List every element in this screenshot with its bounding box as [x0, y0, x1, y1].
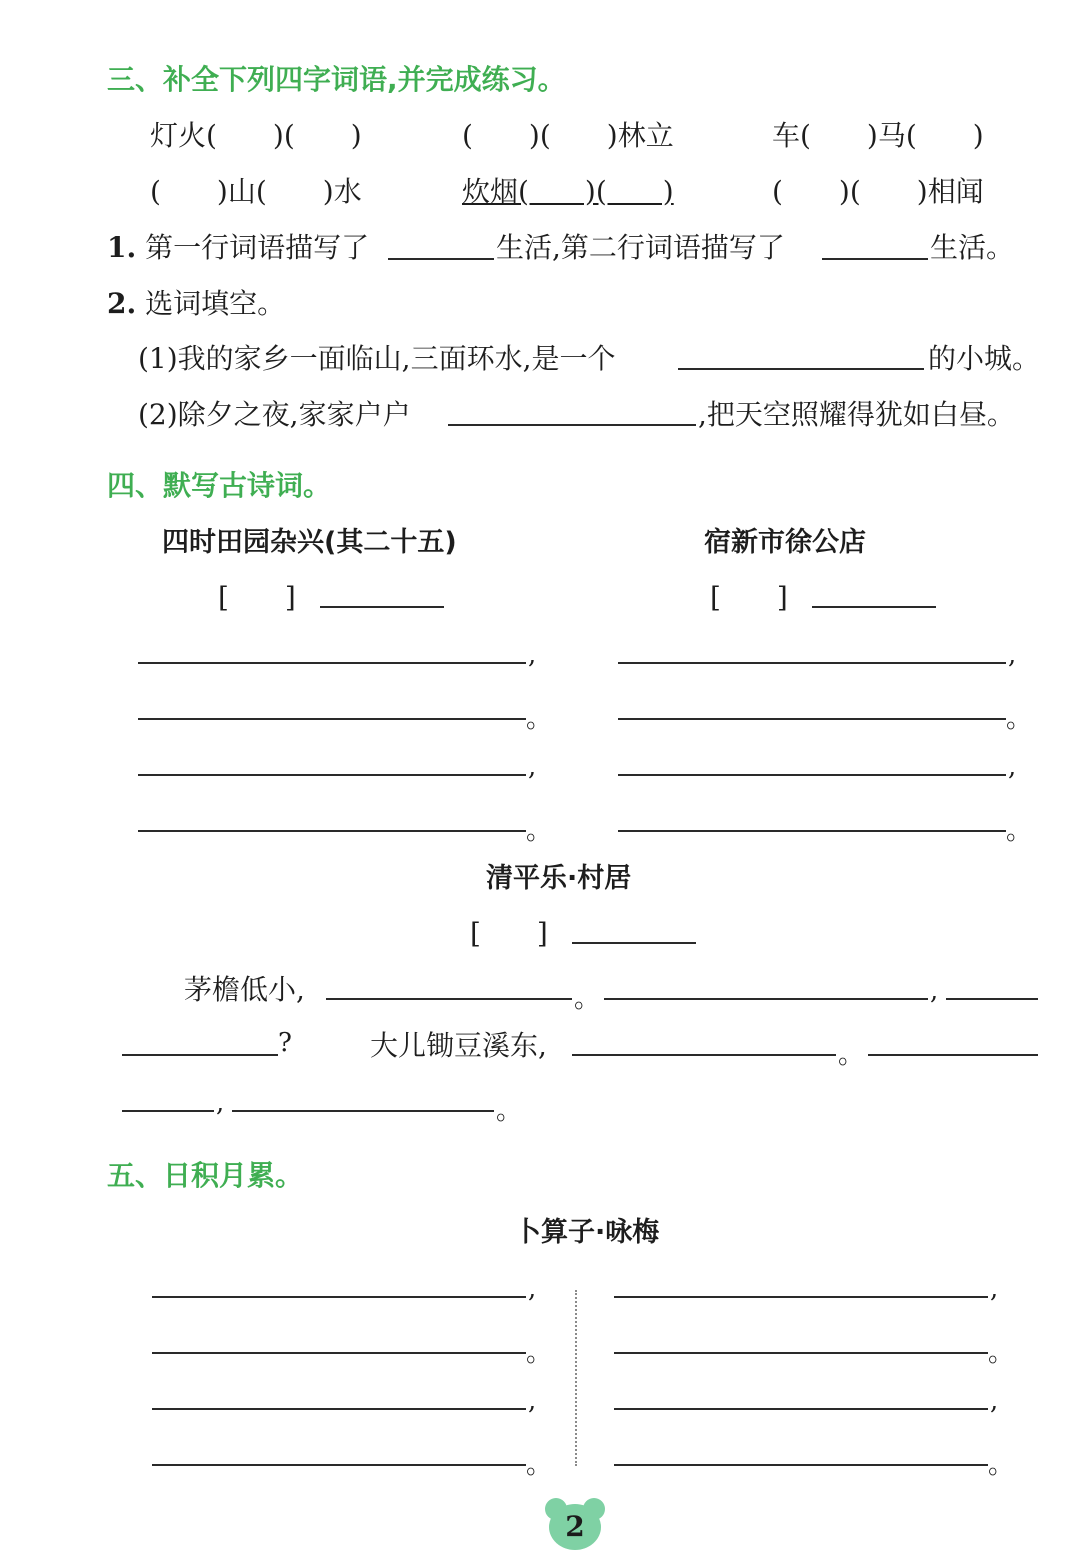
comma: , — [990, 1274, 999, 1304]
period: 。 — [526, 816, 553, 846]
period: 。 — [526, 1338, 553, 1368]
comma: , — [528, 640, 537, 670]
poem-1-title: 四时田园杂兴(其二十五) — [162, 527, 457, 558]
poem-line-blank[interactable] — [138, 718, 526, 720]
poem-line-blank[interactable] — [614, 1296, 988, 1298]
answer-blank[interactable] — [448, 424, 696, 426]
author-blank[interactable] — [812, 606, 936, 608]
poem-line-blank[interactable] — [868, 1054, 1038, 1056]
period: 。 — [988, 1450, 1015, 1480]
poem-line-blank[interactable] — [618, 774, 1006, 776]
poem-3-line-a: 茅檐低小, — [184, 973, 305, 1006]
dynasty-bracket: [ ] — [470, 917, 548, 950]
question-1-text-b: 生活,第二行词语描写了 — [496, 231, 785, 264]
comma: , — [990, 1386, 999, 1416]
author-blank[interactable] — [572, 942, 696, 944]
comma: , — [216, 1088, 225, 1118]
poem-line-blank[interactable] — [614, 1352, 988, 1354]
question-2-2-end: ,把天空照耀得犹如白昼。 — [698, 398, 1015, 431]
period: 。 — [838, 1040, 865, 1070]
period: 。 — [526, 1450, 553, 1480]
dynasty-bracket: [ ] — [710, 581, 788, 614]
idiom-1: 灯火( )( ) — [150, 119, 362, 152]
answer-blank[interactable] — [822, 258, 928, 260]
poem-line-blank[interactable] — [138, 774, 526, 776]
poem-line-blank[interactable] — [152, 1408, 526, 1410]
poem-line-blank[interactable] — [122, 1054, 278, 1056]
question-2-text: 选词填空。 — [145, 287, 286, 320]
poem-line-blank[interactable] — [138, 662, 526, 664]
idiom-2: ( )( )林立 — [462, 119, 674, 152]
poem-line-blank[interactable] — [946, 998, 1038, 1000]
poem-line-blank[interactable] — [152, 1352, 526, 1354]
idiom-5: 炊烟( )( ) — [462, 175, 674, 208]
period: 。 — [1006, 816, 1033, 846]
question-2-1-text: (1)我的家乡一面临山,三面环水,是一个 — [138, 342, 616, 375]
question-2-2-text: (2)除夕之夜,家家户户 — [138, 398, 411, 431]
period: 。 — [1006, 704, 1033, 734]
comma: , — [930, 976, 939, 1006]
question-1-number: 1. — [107, 231, 137, 264]
poem-line-blank[interactable] — [122, 1110, 214, 1112]
idiom-3: 车( )马( ) — [772, 119, 984, 152]
section-3-title: 三、补全下列四字词语,并完成练习。 — [107, 63, 566, 96]
comma: , — [1008, 640, 1017, 670]
period: 。 — [574, 984, 601, 1014]
question-1 — [107, 226, 369, 266]
poem-line-blank[interactable] — [152, 1464, 526, 1466]
section-5-title: 五、日积月累。 — [107, 1159, 304, 1192]
poem-line-blank[interactable] — [618, 830, 1006, 832]
poem-line-blank[interactable] — [572, 1054, 836, 1056]
comma: , — [528, 752, 537, 782]
period: 。 — [496, 1096, 523, 1126]
comma: , — [1008, 752, 1017, 782]
section-4-title: 四、默写古诗词。 — [107, 469, 332, 502]
poem-line-blank[interactable] — [152, 1296, 526, 1298]
idiom-4: ( )山( )水 — [150, 175, 362, 208]
question-mark: ? — [278, 1028, 292, 1058]
question-1-text-c: 生活。 — [930, 231, 1015, 264]
poem-3-line-b: 大儿锄豆溪东, — [370, 1029, 547, 1062]
answer-blank[interactable] — [388, 258, 494, 260]
comma: , — [528, 1274, 537, 1304]
poem-line-blank[interactable] — [232, 1110, 494, 1112]
poem-2-title: 宿新市徐公店 — [704, 527, 866, 558]
comma: , — [528, 1386, 537, 1416]
period: 。 — [988, 1338, 1015, 1368]
poem-3-title: 清平乐·村居 — [486, 863, 632, 894]
question-2-1-end: 的小城。 — [928, 342, 1041, 375]
poem-line-blank[interactable] — [614, 1408, 988, 1410]
question-2 — [107, 282, 285, 322]
poem-line-blank[interactable] — [614, 1464, 988, 1466]
period: 。 — [526, 704, 553, 734]
page-number-badge — [545, 1498, 605, 1552]
poem-line-blank[interactable] — [326, 998, 572, 1000]
author-blank[interactable] — [320, 606, 444, 608]
poem-4-title: 卜算子·咏梅 — [514, 1217, 660, 1248]
idiom-6: ( )( )相闻 — [772, 175, 984, 208]
answer-blank[interactable] — [678, 368, 924, 370]
dynasty-bracket: [ ] — [218, 581, 296, 614]
page-number: 2 — [565, 1510, 585, 1543]
question-1-text-a: 第一行词语描写了 — [145, 231, 370, 264]
poem-line-blank[interactable] — [618, 662, 1006, 664]
poem-line-blank[interactable] — [138, 830, 526, 832]
poem-line-blank[interactable] — [618, 718, 1006, 720]
question-2-number: 2. — [107, 287, 137, 320]
poem-line-blank[interactable] — [604, 998, 928, 1000]
column-divider — [575, 1290, 577, 1466]
